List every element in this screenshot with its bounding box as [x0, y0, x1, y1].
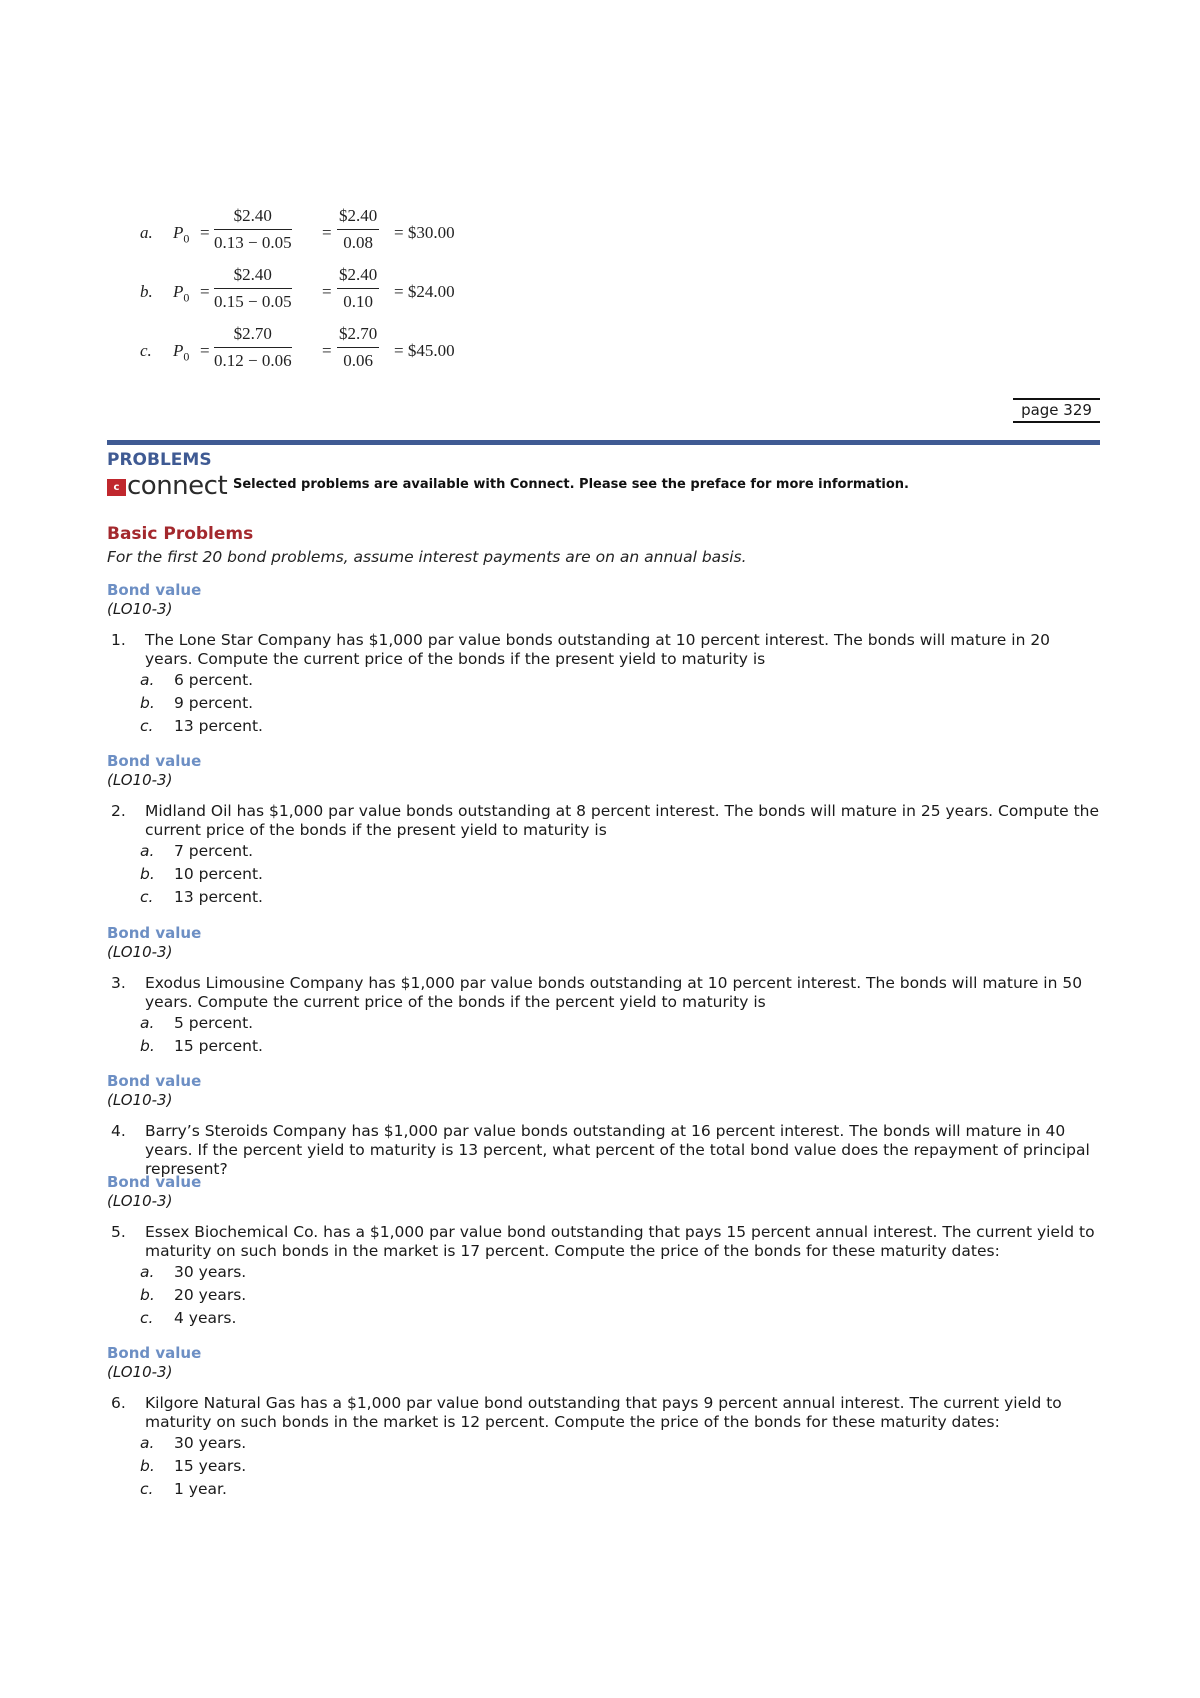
problem-part: a. 30 years.	[140, 1434, 247, 1452]
equals-sign: =	[200, 282, 210, 301]
connect-banner	[107, 471, 1100, 501]
problem-topic: Bond value	[107, 1072, 202, 1090]
equation-c	[140, 324, 560, 380]
problem-topic: Bond value	[107, 752, 202, 770]
learning-objective: (LO10-3)	[107, 600, 173, 618]
problem-topic: Bond value	[107, 1173, 202, 1191]
problem-number: 3.	[111, 974, 126, 992]
problem-text: 2. Midland Oil has $1,000 par value bonds outstanding at 8 percent interest. The bonds will mature in 25 years. Compute the current price of the bonds if the present yield to maturity is	[111, 802, 1100, 839]
problem-part: c. 13 percent.	[140, 888, 263, 906]
problem-part: c. 1 year.	[140, 1480, 227, 1498]
problem-5	[107, 1173, 1100, 1330]
fraction-1	[214, 206, 292, 254]
problem-topic: Bond value	[107, 924, 202, 942]
connect-note: Selected problems are available with Connect. Please see the preface for more information.	[233, 477, 909, 492]
numerator: $2.40	[214, 206, 292, 230]
problems-heading: PROBLEMS	[107, 450, 212, 470]
equation-result: = $30.00	[394, 223, 455, 242]
fraction-2	[337, 265, 379, 313]
problem-topic: Bond value	[107, 581, 202, 599]
equals-sign: =	[200, 341, 210, 360]
equation-result: = $24.00	[394, 282, 455, 301]
problem-topic: Bond value	[107, 1344, 202, 1362]
problem-text: 5. Essex Biochemical Co. has a $1,000 par value bond outstanding that pays 15 percent annual interest. The current yield to maturity on such bonds in the market is 17 percent. Compute the price of the bonds for these maturity dates:	[111, 1223, 1095, 1260]
problem-3	[107, 924, 1100, 1058]
problem-part: a. 5 percent.	[140, 1014, 254, 1032]
equation-b	[140, 265, 560, 321]
problem-number: 1.	[111, 631, 126, 649]
learning-objective: (LO10-3)	[107, 1363, 173, 1381]
basic-problems-heading: Basic Problems	[107, 524, 254, 544]
denominator: 0.12 − 0.06	[214, 351, 292, 370]
connect-logo-text: connect	[127, 471, 228, 501]
denominator: 0.06	[343, 351, 373, 370]
page-number: page 329	[1013, 398, 1100, 423]
problem-part: b. 15 years.	[140, 1457, 247, 1475]
problem-text: 4. Barry’s Steroids Company has $1,000 par value bonds outstanding at 16 percent interest. The bonds will mature in 40 years. If the percent yield to maturity is 13 percent, what percent of the total bond value does the repayment of principal represent?	[111, 1122, 1090, 1178]
numerator: $2.40	[337, 265, 379, 289]
connect-logo-icon: c	[107, 479, 126, 496]
equals-sign: =	[200, 223, 210, 242]
problem-part: a. 7 percent.	[140, 842, 254, 860]
learning-objective: (LO10-3)	[107, 1192, 173, 1210]
equals-sign: =	[322, 341, 332, 360]
fraction-1	[214, 265, 292, 313]
price-symbol: $P_0$	[173, 282, 190, 305]
equation-result: = $45.00	[394, 341, 455, 360]
problem-part: b. 9 percent.	[140, 694, 254, 712]
denominator: 0.10	[343, 292, 373, 311]
problem-part: a. 6 percent.	[140, 671, 254, 689]
document-page	[107, 0, 1100, 1698]
problem-part: b. 15 percent.	[140, 1037, 263, 1055]
price-symbol: $P_0$	[173, 223, 190, 246]
numerator: $2.70	[337, 324, 379, 348]
problem-part: b. 10 percent.	[140, 865, 263, 883]
problem-part: c. 4 years.	[140, 1309, 237, 1327]
learning-objective: (LO10-3)	[107, 943, 173, 961]
problem-number: 4.	[111, 1122, 126, 1140]
section-divider	[107, 440, 1100, 445]
fraction-2	[337, 324, 379, 372]
problem-1	[107, 581, 1100, 738]
problem-number: 5.	[111, 1223, 126, 1241]
problem-text: 1. The Lone Star Company has $1,000 par value bonds outstanding at 10 percent interest. The bonds will mature in 20 years. Compute the current price of the bonds if the present yield to maturity is	[111, 631, 1051, 668]
equation-label: b.	[140, 282, 153, 301]
equals-sign: =	[322, 223, 332, 242]
equation-label: c.	[140, 341, 152, 360]
problem-2	[107, 752, 1100, 909]
problem-6	[107, 1344, 1100, 1501]
problem-number: 2.	[111, 802, 126, 820]
denominator: 0.13 − 0.05	[214, 233, 292, 252]
basic-problems-note: For the first 20 bond problems, assume interest payments are on an annual basis.	[107, 548, 747, 566]
denominator: 0.08	[343, 233, 373, 252]
problem-text: 6. Kilgore Natural Gas has a $1,000 par value bond outstanding that pays 9 percent annual interest. The current yield to maturity on such bonds in the market is 12 percent. Compute the price of the bonds for these maturity dates:	[111, 1394, 1062, 1431]
equals-sign: =	[322, 282, 332, 301]
price-symbol: $P_0$	[173, 341, 190, 364]
numerator: $2.40	[214, 265, 292, 289]
denominator: 0.15 − 0.05	[214, 292, 292, 311]
problem-number: 6.	[111, 1394, 126, 1412]
numerator: $2.70	[214, 324, 292, 348]
equation-a	[140, 206, 560, 262]
equation-label: a.	[140, 223, 153, 242]
learning-objective: (LO10-3)	[107, 1091, 173, 1109]
problem-part: a. 30 years.	[140, 1263, 247, 1281]
learning-objective: (LO10-3)	[107, 771, 173, 789]
fraction-2	[337, 206, 379, 254]
problem-part: c. 13 percent.	[140, 717, 263, 735]
problem-text: 3. Exodus Limousine Company has $1,000 par value bonds outstanding at 10 percent interest. The bonds will mature in 50 years. Compute the current price of the bonds if the percent yield to maturity is	[111, 974, 1083, 1011]
numerator: $2.40	[337, 206, 379, 230]
problem-part: b. 20 years.	[140, 1286, 247, 1304]
problem-4	[107, 1072, 1100, 1179]
fraction-1	[214, 324, 292, 372]
